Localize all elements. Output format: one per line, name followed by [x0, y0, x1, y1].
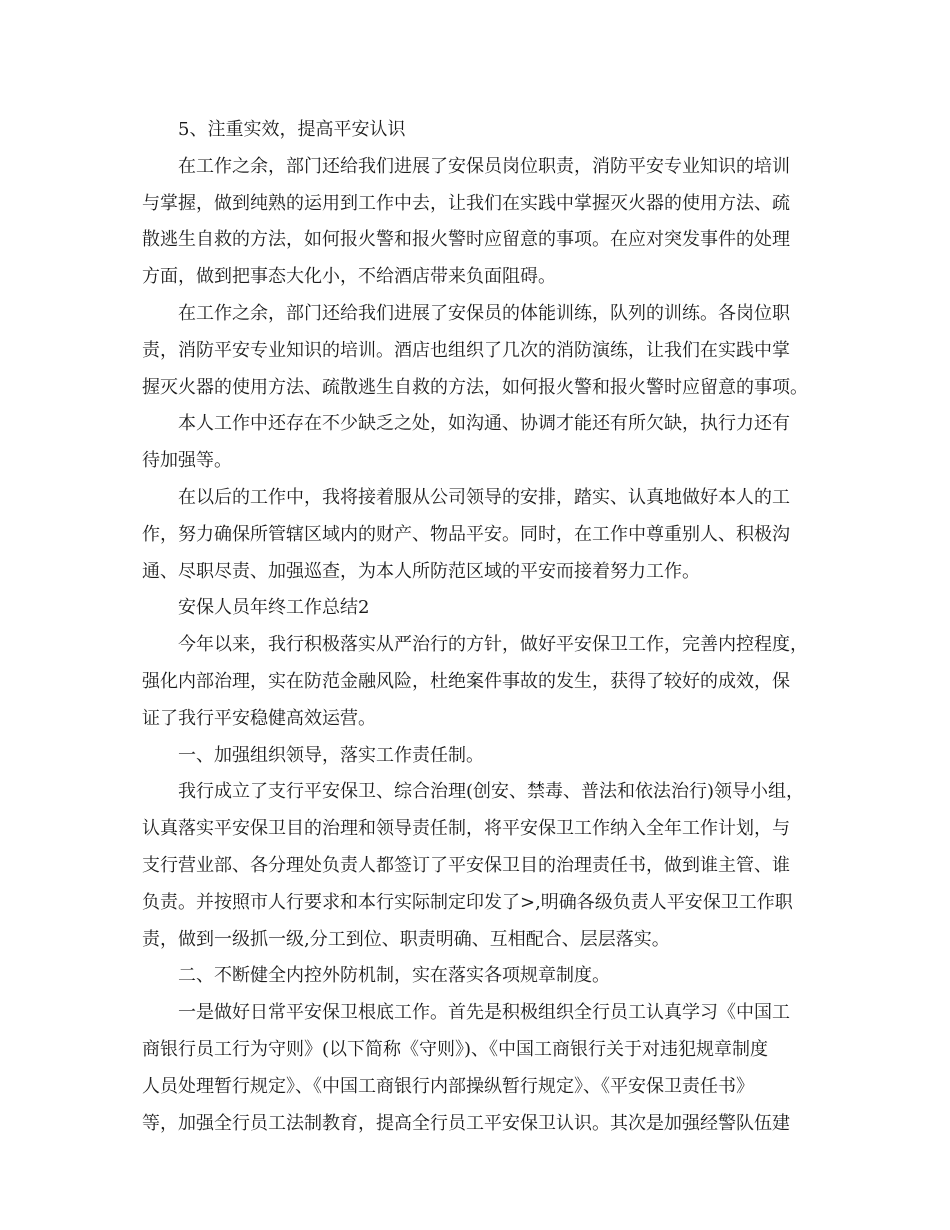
paragraph-line: 握灭火器的使用方法、疏散逃生自救的方法，如何报火警和报火警时应留意的事项。	[142, 376, 808, 398]
paragraph-line: 本人工作中还存在不少缺乏之处，如沟通、协调才能还有所欠缺，执行力还有	[178, 413, 790, 435]
paragraph-line: 方面，做到把事态大化小，不给酒店带来负面阻碍。	[142, 266, 556, 288]
section-title: 安保人员年终工作总结2	[178, 597, 370, 619]
paragraph-line: 人员处理暂行规定》、《中国工商银行内部操纵暂行规定》、《平安保卫责任书》	[142, 1075, 754, 1097]
paragraph-line: 与掌握，做到纯熟的运用到工作中去，让我们在实践中掌握灭火器的使用方法、疏	[142, 192, 790, 214]
paragraph-line: 在工作之余，部门还给我们进展了安保员的体能训练，队列的训练。各岗位职	[178, 302, 790, 324]
document-body	[142, 112, 822, 1142]
paragraph-line: 等，加强全行员工法制教育，提高全行员工平安保卫认识。其次是加强经警队伍建	[142, 1112, 790, 1134]
paragraph-line: 负责。并按照市人行要求和本行实际制定印发了>,明确各级负责人平安保卫工作职	[142, 891, 793, 913]
paragraph-line: 今年以来，我行积极落实从严治行的方针，做好平安保卫工作，完善内控程度，	[178, 634, 808, 656]
paragraph-line: 我行成立了支行平安保卫、综合治理(创安、禁毒、普法和依法治行)领导小组，	[178, 781, 805, 803]
paragraph-line: 商银行员工行为守则》(以下简称《守则》)、《中国工商银行关于对违犯规章制度	[142, 1038, 769, 1060]
paragraph-line: 认真落实平安保卫目的治理和领导责任制，将平安保卫工作纳入全年工作计划，与	[142, 818, 790, 840]
paragraph-line: 在以后的工作中，我将接着服从公司领导的安排，踏实、认真地做好本人的工	[178, 486, 790, 508]
section-heading: 二、不断健全内控外防机制，实在落实各项规章制度。	[178, 965, 610, 987]
paragraph-line: 一是做好日常平安保卫根底工作。首先是积极组织全行员工认真学习《中国工	[178, 1002, 790, 1024]
paragraph-line: 作，努力确保所管辖区域内的财产、物品平安。同时，在工作中尊重别人、积极沟	[142, 523, 790, 545]
paragraph-line: 证了我行平安稳健高效运营。	[142, 707, 376, 729]
paragraph-line: 支行营业部、各分理处负责人都签订了平安保卫目的治理责任书，做到谁主管、谁	[142, 854, 790, 876]
paragraph-line: 在工作之余，部门还给我们进展了安保员岗位职责，消防平安专业知识的培训	[178, 155, 790, 177]
paragraph-line: 待加强等。	[142, 450, 232, 472]
paragraph-line: 责，消防平安专业知识的培训。酒店也组织了几次的消防演练，让我们在实践中掌	[142, 339, 790, 361]
paragraph-line: 责，做到一级抓一级,分工到位、职责明确、互相配合、层层落实。	[142, 928, 670, 950]
section-heading: 5、注重实效，提高平安认识	[178, 119, 406, 140]
paragraph-line: 通、尽职尽责、加强巡查，为本人所防范区域的平安而接着努力工作。	[142, 560, 700, 582]
section-heading: 一、加强组织领导，落实工作责任制。	[178, 744, 484, 766]
paragraph-line: 强化内部治理，实在防范金融风险，杜绝案件事故的发生，获得了较好的成效，保	[142, 670, 790, 692]
paragraph-line: 散逃生自救的方法，如何报火警和报火警时应留意的事项。在应对突发事件的处理	[142, 229, 790, 251]
